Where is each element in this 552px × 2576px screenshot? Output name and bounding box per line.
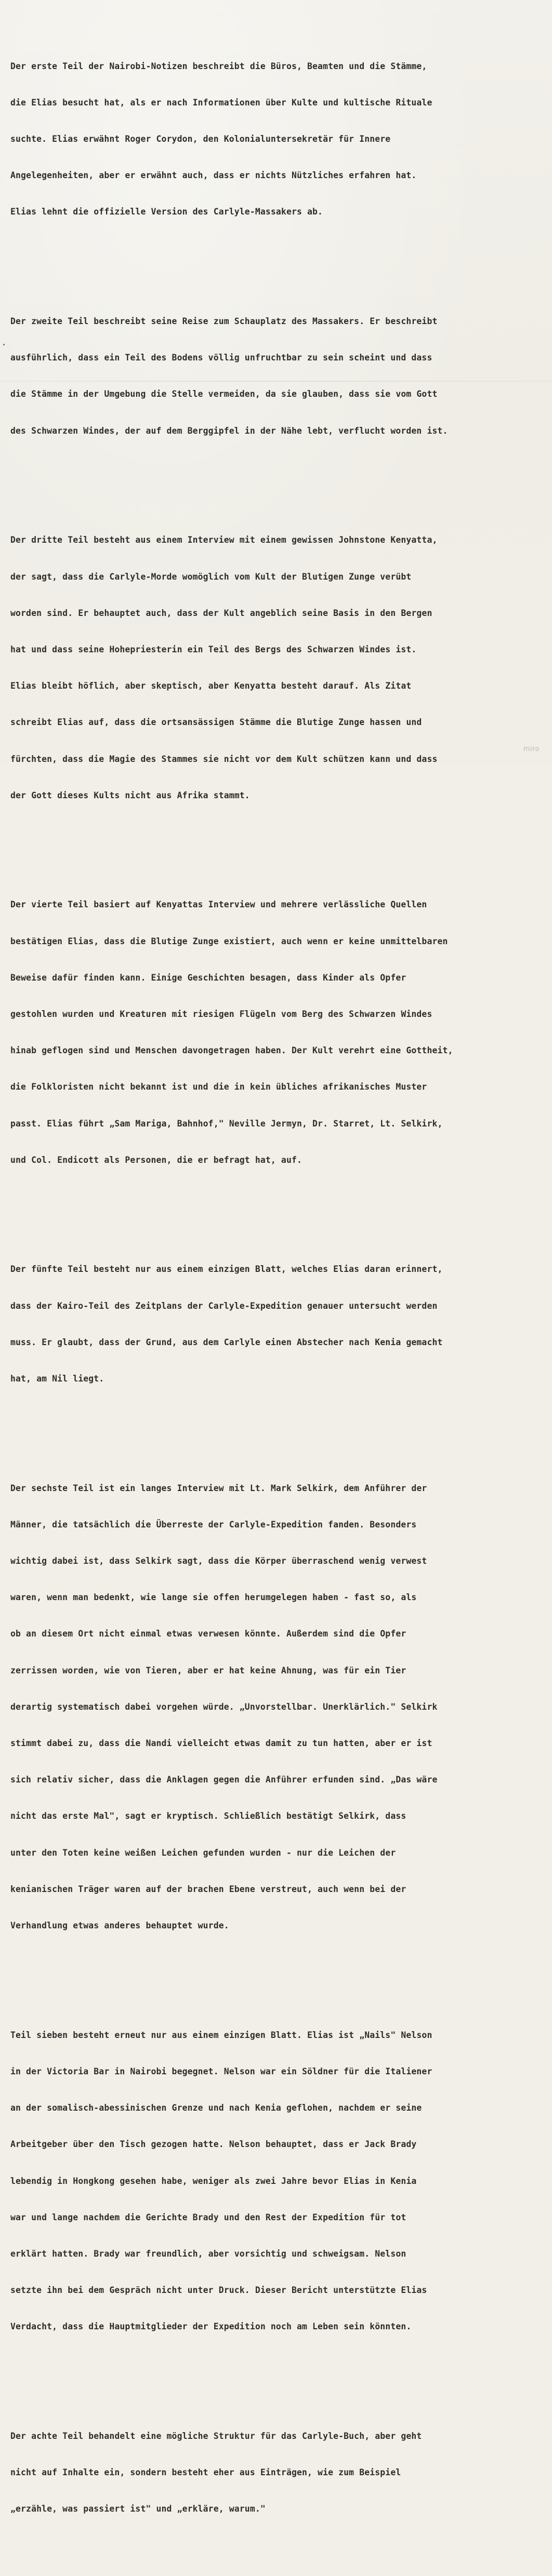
text-line: sich relativ sicher, dass die Anklagen gegen die Anführer erfunden sind. „Das wäre [10, 1775, 438, 1785]
miro-watermark: miro [523, 745, 540, 753]
text-line: war und lange nachdem die Gerichte Brady und den Rest der Expedition für tot [10, 2212, 406, 2222]
text-line: waren, wenn man bedenkt, wie lange sie offen herumgelegen haben - fast so, als [10, 1592, 417, 1603]
text-line: passt. Elias führt „Sam Mariga, Bahnhof," Neville Jermyn, Dr. Starret, Lt. Selkirk, [10, 1118, 443, 1129]
text-line: Elias bleibt höflich, aber skeptisch, aber Kenyatta besteht darauf. Als Zitat [10, 681, 412, 691]
text-line: Der fünfte Teil besteht nur aus einem einzigen Blatt, welches Elias daran erinnert, [10, 1264, 443, 1274]
text-line: des Schwarzen Windes, der auf dem Berggipfel in der Nähe lebt, verflucht worden ist. [10, 425, 448, 436]
paragraph-1 [10, 36, 546, 243]
text-line: lebendig in Hongkong gesehen habe, weniger als zwei Jahre bevor Elias in Kenia [10, 2176, 417, 2186]
text-line: Arbeitgeber über den Tisch gezogen hatte. Nelson behauptet, dass er Jack Brady [10, 2139, 417, 2150]
text-line: ob an diesem Ort nicht einmal etwas verwesen könnte. Außerdem sind die Opfer [10, 1629, 406, 1639]
text-line: Der zweite Teil beschreibt seine Reise zum Schauplatz des Massakers. Er beschreibt [10, 316, 438, 327]
text-line: der Gott dieses Kults nicht aus Afrika stammt. [10, 790, 250, 800]
paragraph-5 [10, 1239, 546, 1410]
text-line: der sagt, dass die Carlyle-Morde womöglich vom Kult der Blutigen Zunge verübt [10, 571, 412, 582]
text-line: nicht auf Inhalte ein, sondern besteht eher aus Einträgen, wie zum Beispiel [10, 2467, 401, 2478]
text-line: „erzähle, was passiert ist" und „erkläre, warum." [10, 2504, 266, 2514]
text-line: dass der Kairo-Teil des Zeitplans der Carlyle-Expedition genauer untersucht werden [10, 1300, 438, 1311]
text-line: fürchten, dass die Magie des Stammes sie nicht vor dem Kult schützen kann und dass [10, 754, 438, 764]
text-line: ausführlich, dass ein Teil des Bodens völlig unfruchtbar zu sein scheint und dass [10, 353, 432, 363]
paragraph-2 [10, 291, 546, 461]
typewritten-text [10, 11, 546, 2576]
text-line: kenianischen Träger waren auf der brachen Ebene verstreut, auch wenn bei der [10, 1884, 406, 1894]
text-line: nicht das erste Mal", sagt er kryptisch. Schließlich bestätigt Selkirk, dass [10, 1811, 406, 1821]
text-line: Der achte Teil behandelt eine mögliche Struktur für das Carlyle-Buch, aber geht [10, 2431, 422, 2441]
text-line: schreibt Elias auf, dass die ortsansässigen Stämme die Blutige Zunge hassen und [10, 717, 422, 728]
paragraph-3 [10, 509, 546, 825]
text-line: Der vierte Teil basiert auf Kenyattas Interview und mehrere verlässliche Quellen [10, 900, 427, 910]
text-line: Verdacht, dass die Hauptmitglieder der Expedition noch am Leben sein könnten. [10, 2322, 412, 2332]
text-line: Der sechste Teil ist ein langes Interview mit Lt. Mark Selkirk, dem Anführer der [10, 1483, 427, 1493]
text-line: bestätigen Elias, dass die Blutige Zunge existiert, auch wenn er keine unmittelbaren [10, 936, 448, 946]
text-line: die Folkloristen nicht bekannt ist und die in kein übliches afrikanisches Muster [10, 1082, 427, 1092]
text-line: derartig systematisch dabei vorgehen würde. „Unvorstellbar. Unerklärlich." Selkirk [10, 1701, 438, 1712]
text-line: die Elias besucht hat, als er nach Informationen über Kulte und kultische Rituale [10, 97, 432, 108]
text-line: hat, am Nil liegt. [10, 1374, 104, 1384]
text-line: Teil sieben besteht erneut nur aus einem einzigen Blatt. Elias ist „Nails" Nelson [10, 2030, 432, 2040]
text-line: wichtig dabei ist, dass Selkirk sagt, dass die Körper überraschend wenig verwest [10, 1556, 427, 1566]
paragraph-7 [10, 2005, 546, 2357]
text-line: Der erste Teil der Nairobi-Notizen beschreibt die Büros, Beamten und die Stämme, [10, 61, 427, 71]
text-line: hat und dass seine Hohepriesterin ein Teil des Bergs des Schwarzen Windes ist. [10, 644, 417, 654]
text-line: stimmt dabei zu, dass die Nandi vielleicht etwas damit zu tun hatten, aber er ist [10, 1738, 432, 1749]
paragraph-6 [10, 1458, 546, 1956]
paragraph-4 [10, 875, 546, 1190]
text-line: suchte. Elias erwähnt Roger Corydon, den Kolonialuntersekretär für Innere [10, 134, 391, 144]
text-line: an der somalisch-abessinischen Grenze und nach Kenia geflohen, nachdem er seine [10, 2103, 422, 2113]
text-line: Männer, die tatsächlich die Überreste der Carlyle-Expedition fanden. Besonders [10, 1519, 417, 1530]
text-line: Beweise dafür finden kann. Einige Geschichten besagen, dass Kinder als Opfer [10, 972, 406, 983]
text-line: und Col. Endicott als Personen, die er befragt hat, auf. [10, 1155, 303, 1165]
text-line: unter den Toten keine weißen Leichen gefunden wurden - nur die Leichen der [10, 1847, 396, 1858]
text-line: zerrissen worden, wie von Tieren, aber er hat keine Ahnung, was für ein Tier [10, 1665, 406, 1675]
text-line: Verhandlung etwas anderes behauptet wurde. [10, 1921, 229, 1931]
text-line: Angelegenheiten, aber er erwähnt auch, dass er nichts Nützliches erfahren hat. [10, 170, 417, 181]
text-line: muss. Er glaubt, dass der Grund, aus dem Carlyle einen Abstecher nach Kenia gemacht [10, 1337, 443, 1347]
text-line: die Stämme in der Umgebung die Stelle vermeiden, da sie glauben, dass sie vom Gott [10, 389, 438, 399]
text-line: hinab geflogen sind und Menschen davongetragen haben. Der Kult verehrt eine Gottheit, [10, 1045, 453, 1056]
text-line: worden sind. Er behauptet auch, dass der Kult angeblich seine Basis in den Bergen [10, 608, 432, 618]
text-line: erklärt hatten. Brady war freundlich, aber vorsichtig und schweigsam. Nelson [10, 2248, 406, 2259]
text-line: Elias lehnt die offizielle Version des Carlyle-Massakers ab. [10, 207, 323, 217]
ink-speck [3, 344, 5, 345]
paragraph-8 [10, 2406, 546, 2539]
text-line: in der Victoria Bar in Nairobi begegnet. Nelson war ein Söldner für die Italiener [10, 2066, 432, 2076]
text-line: gestohlen wurden und Kreaturen mit riesigen Flügeln vom Berg des Schwarzen Windes [10, 1009, 432, 1019]
text-line: setzte ihn bei dem Gespräch nicht unter Druck. Dieser Bericht unterstützte Elias [10, 2285, 427, 2296]
text-line: Der dritte Teil besteht aus einem Interview mit einem gewissen Johnstone Kenyatta, [10, 535, 438, 545]
